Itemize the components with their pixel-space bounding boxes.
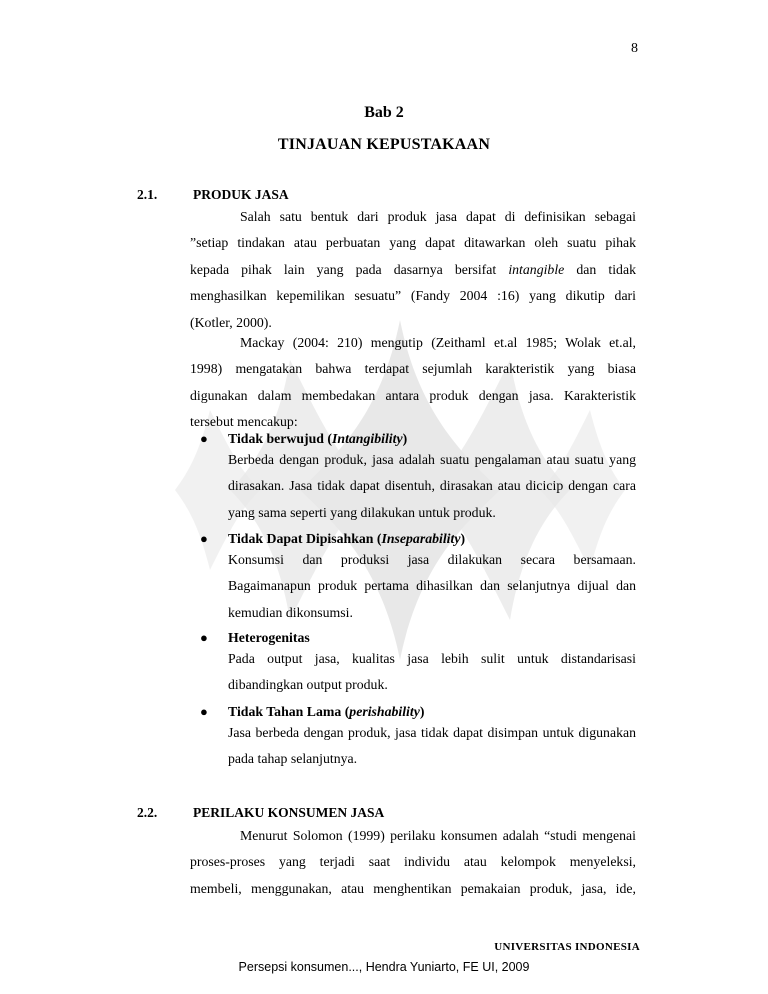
bullet-icon: ● — [200, 704, 208, 719]
text-line: dibandingkan output produk. — [228, 677, 388, 693]
text-span: dan tidak — [576, 261, 636, 277]
bullet-title: Tidak Dapat Dipisahkan (Inseparability) — [228, 531, 466, 546]
text-line: yang sama seperti yang dilakukan untuk produk. — [228, 504, 496, 520]
text-line: proses-proses yang terjadi saat individu atau kelompok menyeleksi, — [190, 854, 636, 870]
text-line: Mackay (2004: 210) mengutip (Zeithaml et.al 1985; Wolak et.al, — [240, 335, 636, 350]
text-line: 1998) mengatakan bahwa terdapat sejumlah karakteristik yang biasa — [190, 361, 636, 377]
chapter-title: TINJAUAN KEPUSTAKAAN — [277, 136, 491, 153]
bullet-body — [228, 646, 636, 699]
page-number: 8 — [631, 41, 638, 56]
paragraph-karakteristik — [190, 330, 636, 436]
section-title: PERILAKU KONSUMEN JASA — [193, 805, 385, 820]
bullet-icon: ● — [200, 630, 208, 645]
text-line: kemudian dikonsumsi. — [228, 604, 353, 620]
bullet-body — [228, 447, 636, 526]
section-heading-produk-jasa — [137, 187, 289, 203]
text-line: menghasilkan kepemilikan sesuatu” (Fandy 2004 :16) yang dikutip dari — [190, 288, 636, 304]
section-title: PRODUK JASA — [193, 187, 289, 202]
chapter-label: Bab 2 — [364, 104, 404, 121]
text-line: dirasakan. Jasa tidak dapat disentuh, dirasakan atau dicicip dengan cara — [228, 478, 636, 494]
text-line: ”setiap tindakan atau perbuatan yang dapat ditawarkan oleh suatu pihak — [190, 235, 636, 251]
bullet-title: Heterogenitas — [228, 630, 310, 645]
text-line: Konsumsi dan produksi jasa dilakukan secara bersamaan. — [228, 552, 636, 567]
text-line: tersebut mencakup: — [190, 414, 298, 430]
text-line: Pada output jasa, kualitas jasa lebih sulit untuk distandarisasi — [228, 651, 636, 666]
bullet-icon: ● — [200, 431, 208, 446]
text-line: membeli, menggunakan, atau menghentikan pemakaian produk, jasa, ide, — [190, 880, 636, 896]
text-line: Salah satu bentuk dari produk jasa dapat di definisikan sebagai — [240, 209, 636, 224]
section-number: 2.1. — [137, 187, 158, 202]
bullet-body — [228, 720, 636, 773]
bullet-body — [228, 547, 636, 626]
text-line: Berbeda dengan produk, jasa adalah suatu pengalaman atau suatu yang — [228, 452, 636, 467]
text-line: digunakan dalam membedakan antara produk dengan jasa. Karakteristik — [190, 387, 636, 403]
text-line: (Kotler, 2000). — [190, 314, 272, 330]
bullet-title: Tidak berwujud (Intangibility) — [228, 431, 408, 446]
footer-citation: Persepsi konsumen..., Hendra Yuniarto, FE UI, 2009 — [238, 960, 530, 974]
text-line: Menurut Solomon (1999) perilaku konsumen adalah “studi mengenai — [240, 828, 636, 843]
bullet-icon: ● — [200, 531, 208, 546]
text-span: kepada pihak lain yang pada dasarnya bersifat — [190, 261, 497, 277]
footer-university: UNIVERSITAS INDONESIA — [494, 941, 640, 953]
text-line: Jasa berbeda dengan produk, jasa tidak dapat disimpan untuk digunakan — [228, 725, 636, 740]
section-number: 2.2. — [137, 805, 158, 820]
text-line: Bagaimanapun produk pertama dihasilkan dan selanjutnya dijual dan — [228, 578, 636, 594]
text-line: pada tahap selanjutnya. — [228, 751, 358, 767]
bullet-title: Tidak Tahan Lama (perishability) — [228, 704, 425, 719]
section-heading-perilaku-konsumen — [137, 805, 384, 821]
paragraph-definisi-jasa — [190, 204, 636, 336]
italic-term: intangible — [508, 261, 565, 277]
text-line — [190, 257, 636, 283]
paragraph-perilaku-konsumen — [190, 823, 636, 902]
